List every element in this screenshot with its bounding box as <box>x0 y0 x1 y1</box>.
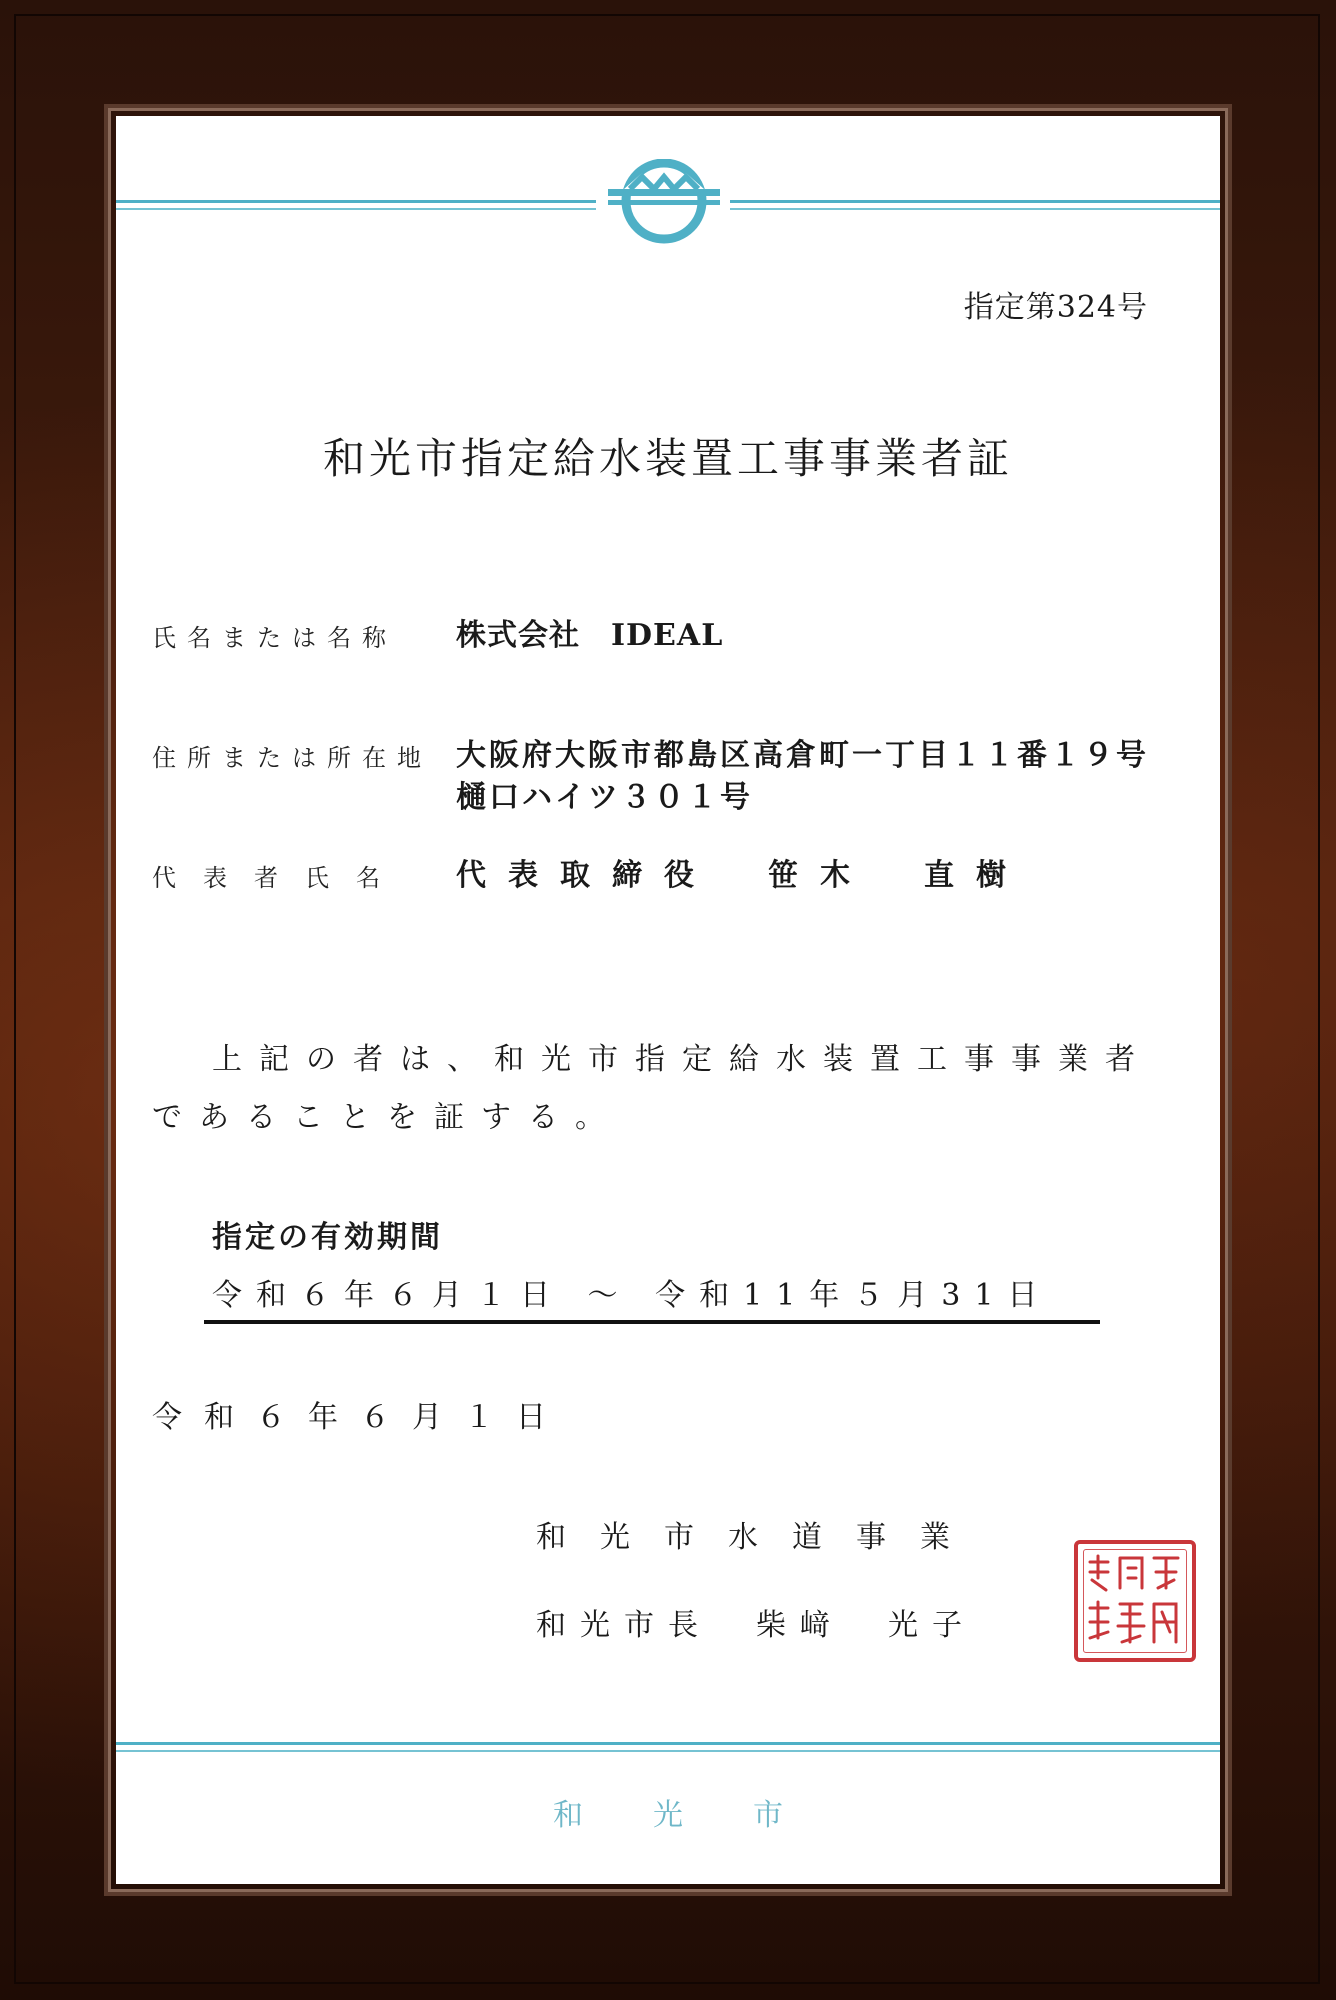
statement-line-2: であることを証する。 <box>152 1100 622 1135</box>
bottom-rule-thin <box>116 1750 1220 1752</box>
top-rule-left-thin <box>116 208 596 210</box>
address-label: 住所または所在地 <box>152 744 432 772</box>
certificate-paper <box>116 116 1220 1884</box>
issue-date: 令和６年６月１日 <box>152 1400 568 1435</box>
top-rule-left <box>116 200 596 203</box>
address-line-2: 樋口ハイツ３０１号 <box>456 780 753 815</box>
name-value: 株式会社 IDEAL <box>456 618 724 653</box>
statement-line-1: 上記の者は、和光市指定給水装置工事事業者 <box>212 1042 1152 1077</box>
address-line-1: 大阪府大阪市都島区高倉町一丁目１１番１９号 <box>456 738 1149 773</box>
representative-label: 代表者氏名 <box>152 864 407 892</box>
validity-period: 令和６年６月１日 〜 令和11年５月31日 <box>212 1278 1052 1313</box>
certificate-title: 和光市指定給水装置工事事業者証 <box>322 434 1013 483</box>
official-seal-icon <box>1074 1540 1196 1662</box>
issuer-organization: 和光市水道事業 <box>536 1520 984 1555</box>
certificate-number: 指定第324号 <box>963 290 1148 325</box>
validity-underline <box>204 1320 1100 1324</box>
issuer-mayor: 和光市長 柴﨑 光子 <box>536 1608 976 1643</box>
footer-city: 和光市 <box>553 1798 853 1833</box>
top-rule-right-thin <box>730 208 1220 210</box>
name-label: 氏名または名称 <box>152 624 397 652</box>
top-rule-right <box>730 200 1220 203</box>
wako-city-emblem-icon <box>604 159 724 244</box>
validity-heading: 指定の有効期間 <box>212 1220 443 1255</box>
representative-value: 代表取締役 笹木 直樹 <box>456 858 1028 893</box>
bottom-rule <box>116 1742 1220 1745</box>
